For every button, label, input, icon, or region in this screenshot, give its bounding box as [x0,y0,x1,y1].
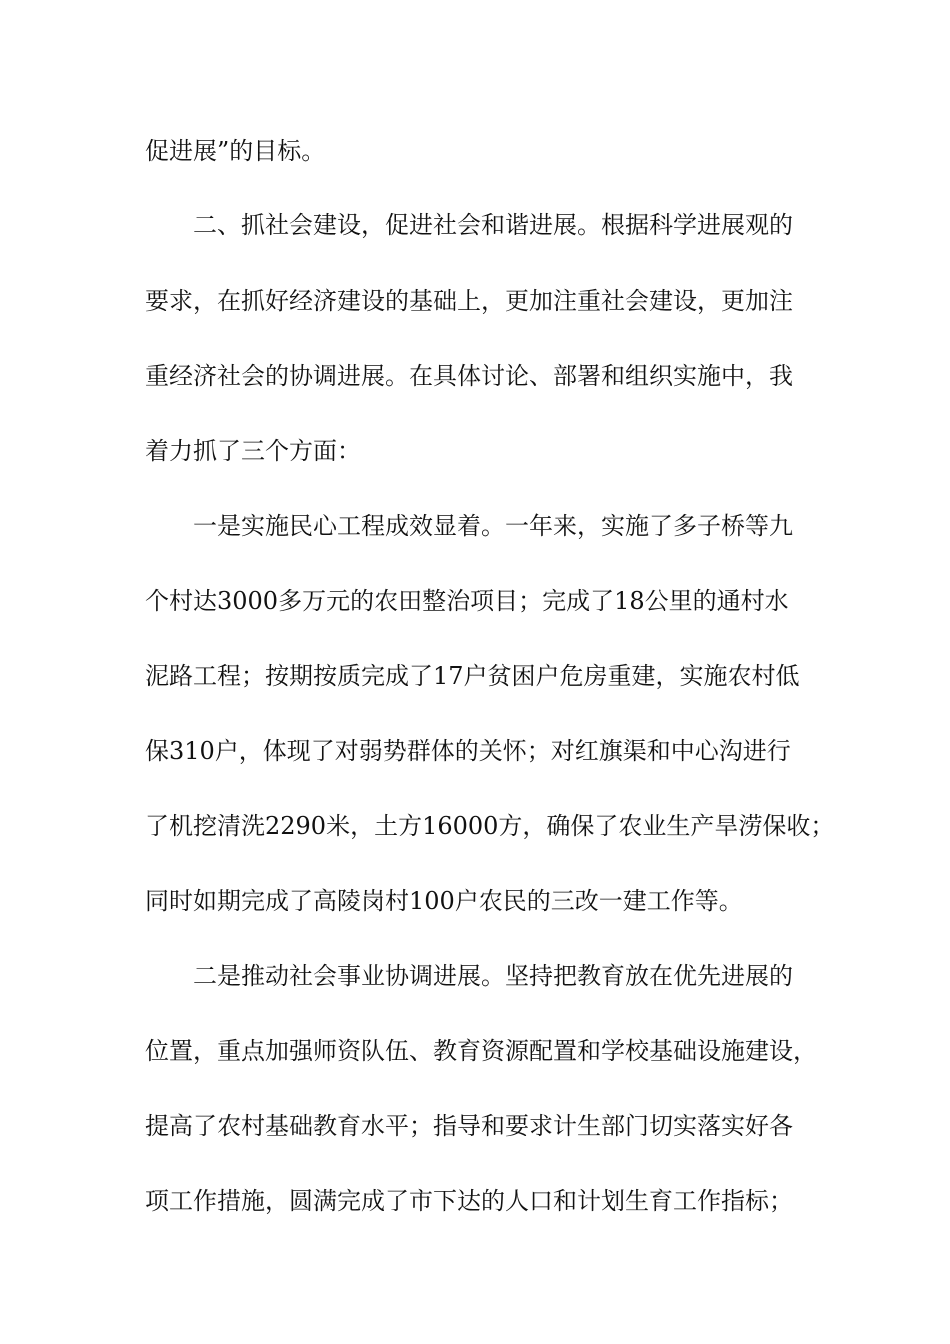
text-line-1: 促进展”的目标。 [145,137,326,165]
text-line-3: 要求，在抓好经济建设的基础上，更加注重社会建设，更加注 [145,287,793,315]
text-line-8: 泥路工程；按期按质完成了17户贫困户危房重建，实施农村低 [145,662,800,690]
text-line-9: 保310户，体现了对弱势群体的关怀；对红旗渠和中心沟进行 [145,737,791,765]
paragraph-start-line: 一是实施民心工程成效显着。一年来，实施了多子桥等九 [193,512,793,540]
section-heading-line: 二、抓社会建设，促进社会和谐进展。根据科学进展观的 [193,211,793,239]
text-line-7: 个村达3000多万元的农田整治项目；完成了18公里的通村水 [145,587,789,615]
paragraph-start-line: 二是推动社会事业协调进展。坚持把教育放在优先进展的 [193,962,793,990]
text-line-13: 位置，重点加强师资队伍、教育资源配置和学校基础设施建设， [145,1037,817,1065]
text-line-11: 同时如期完成了高陵岗村100户农民的三改一建工作等。 [145,887,743,915]
text-line-14: 提高了农村基础教育水平；指导和要求计生部门切实落实好各 [145,1112,793,1140]
text-line-15: 项工作措施，圆满完成了市下达的人口和计划生育工作指标； [145,1187,793,1215]
text-line-4: 重经济社会的协调进展。在具体讨论、部署和组织实施中，我 [145,362,793,390]
text-line-10: 了机挖清洗2290米，土方16000方，确保了农业生产旱涝保收； [145,812,835,840]
text-line-5: 着力抓了三个方面： [145,437,361,465]
